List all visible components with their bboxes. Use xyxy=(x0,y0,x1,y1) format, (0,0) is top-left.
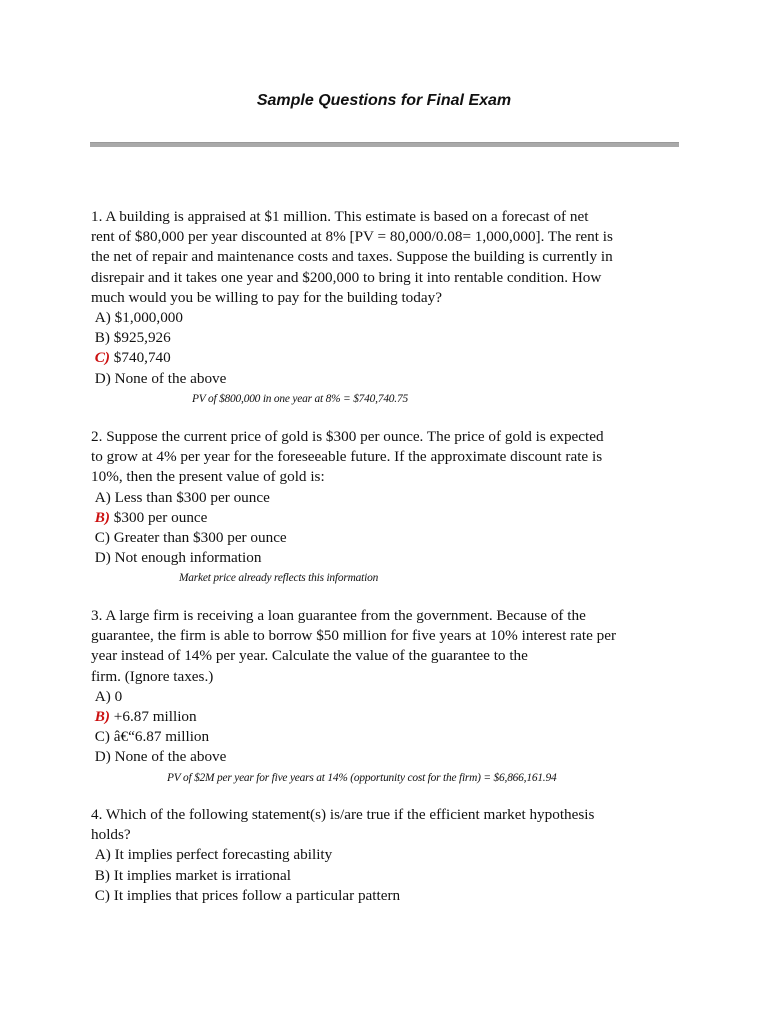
option-label: D) xyxy=(94,549,111,567)
option-text: +6.87 million xyxy=(109,708,197,726)
title-divider xyxy=(90,142,679,147)
question-text-line: 3. A large firm is receiving a loan guarantee from the government. Because of the xyxy=(91,607,586,624)
option-c xyxy=(91,886,681,906)
option-text: $300 per ounce xyxy=(109,508,208,526)
question-2 xyxy=(91,427,681,588)
option-text: Greater than $300 per ounce xyxy=(109,529,287,547)
option-a xyxy=(91,845,681,865)
option-c-correct xyxy=(91,348,681,368)
answer-explanation: PV of $2M per year for five years at 14% (opportunity cost for the firm) = $6,866,161.94 xyxy=(167,771,557,784)
option-label: B) xyxy=(94,329,110,347)
option-b xyxy=(91,866,681,886)
answer-explanation: Market price already reflects this information xyxy=(179,572,379,585)
question-1 xyxy=(91,207,681,409)
option-text: None of the above xyxy=(110,369,227,387)
option-a xyxy=(91,488,681,508)
option-label: A) xyxy=(94,309,111,327)
option-d xyxy=(91,369,681,389)
question-text-line: rent of $80,000 per year discounted at 8% [PV = 80,000/0.08= 1,000,000]. The rent is xyxy=(91,228,613,246)
option-text: $925,926 xyxy=(109,329,171,347)
option-text: â€“6.87 million xyxy=(109,728,210,746)
option-text: Less than $300 per ounce xyxy=(110,488,270,506)
question-text-line: disrepair and it takes one year and $200,000 to bring it into rentable condition. How xyxy=(91,268,602,286)
option-text: It implies market is irrational xyxy=(109,866,291,884)
question-text-line: 2. Suppose the current price of gold is $300 per ounce. The price of gold is expected xyxy=(91,428,604,445)
question-text-line: much would you be willing to pay for the building today? xyxy=(91,288,442,306)
option-text: It implies that prices follow a particular pattern xyxy=(109,886,401,904)
option-b xyxy=(91,328,681,348)
correct-option-label: B) xyxy=(94,508,110,526)
answer-explanation: PV of $800,000 in one year at 8% = $740,740.75 xyxy=(192,392,408,405)
correct-option-label: B) xyxy=(94,708,110,726)
question-4 xyxy=(91,805,681,906)
option-b-correct xyxy=(91,508,681,528)
option-label: A) xyxy=(94,846,111,864)
option-text: None of the above xyxy=(110,748,227,766)
option-text: 0 xyxy=(110,687,123,705)
option-c xyxy=(91,727,681,747)
option-label: C) xyxy=(94,529,110,547)
question-text-line: year instead of 14% per year. Calculate the value of the guarantee to the xyxy=(91,647,528,665)
option-text: It implies perfect forecasting ability xyxy=(110,846,333,864)
option-label: D) xyxy=(94,748,111,766)
option-b-correct xyxy=(91,707,681,727)
option-d xyxy=(91,747,681,767)
page-title: Sample Questions for Final Exam xyxy=(256,92,512,109)
question-text-line: to grow at 4% per year for the foreseeable future. If the approximate discount rate is xyxy=(91,448,603,466)
question-text-line: holds? xyxy=(91,826,131,844)
option-text: $740,740 xyxy=(109,349,171,367)
option-a xyxy=(91,687,681,707)
question-text-line: firm. (Ignore taxes.) xyxy=(91,667,214,685)
option-text: Not enough information xyxy=(110,549,262,567)
question-text-line: 10%, then the present value of gold is: xyxy=(91,468,325,486)
question-3 xyxy=(91,606,681,788)
option-text: $1,000,000 xyxy=(110,309,183,327)
question-text-line: 4. Which of the following statement(s) is/are true if the efficient market hypothesis xyxy=(91,806,595,823)
option-label: C) xyxy=(94,886,110,904)
correct-option-label: C) xyxy=(94,349,110,367)
option-label: B) xyxy=(94,866,110,884)
question-text-line: 1. A building is appraised at $1 million. This estimate is based on a forecast of net xyxy=(91,208,589,225)
question-text-line: the net of repair and maintenance costs and taxes. Suppose the building is currently in xyxy=(91,248,613,266)
option-label: A) xyxy=(94,687,111,705)
option-d xyxy=(91,548,681,568)
question-text-line: guarantee, the firm is able to borrow $50 million for five years at 10% interest rate per xyxy=(91,627,617,645)
option-label: D) xyxy=(94,369,111,387)
option-label: A) xyxy=(94,488,111,506)
option-label: C) xyxy=(94,728,110,746)
option-c xyxy=(91,528,681,548)
option-a xyxy=(91,308,681,328)
